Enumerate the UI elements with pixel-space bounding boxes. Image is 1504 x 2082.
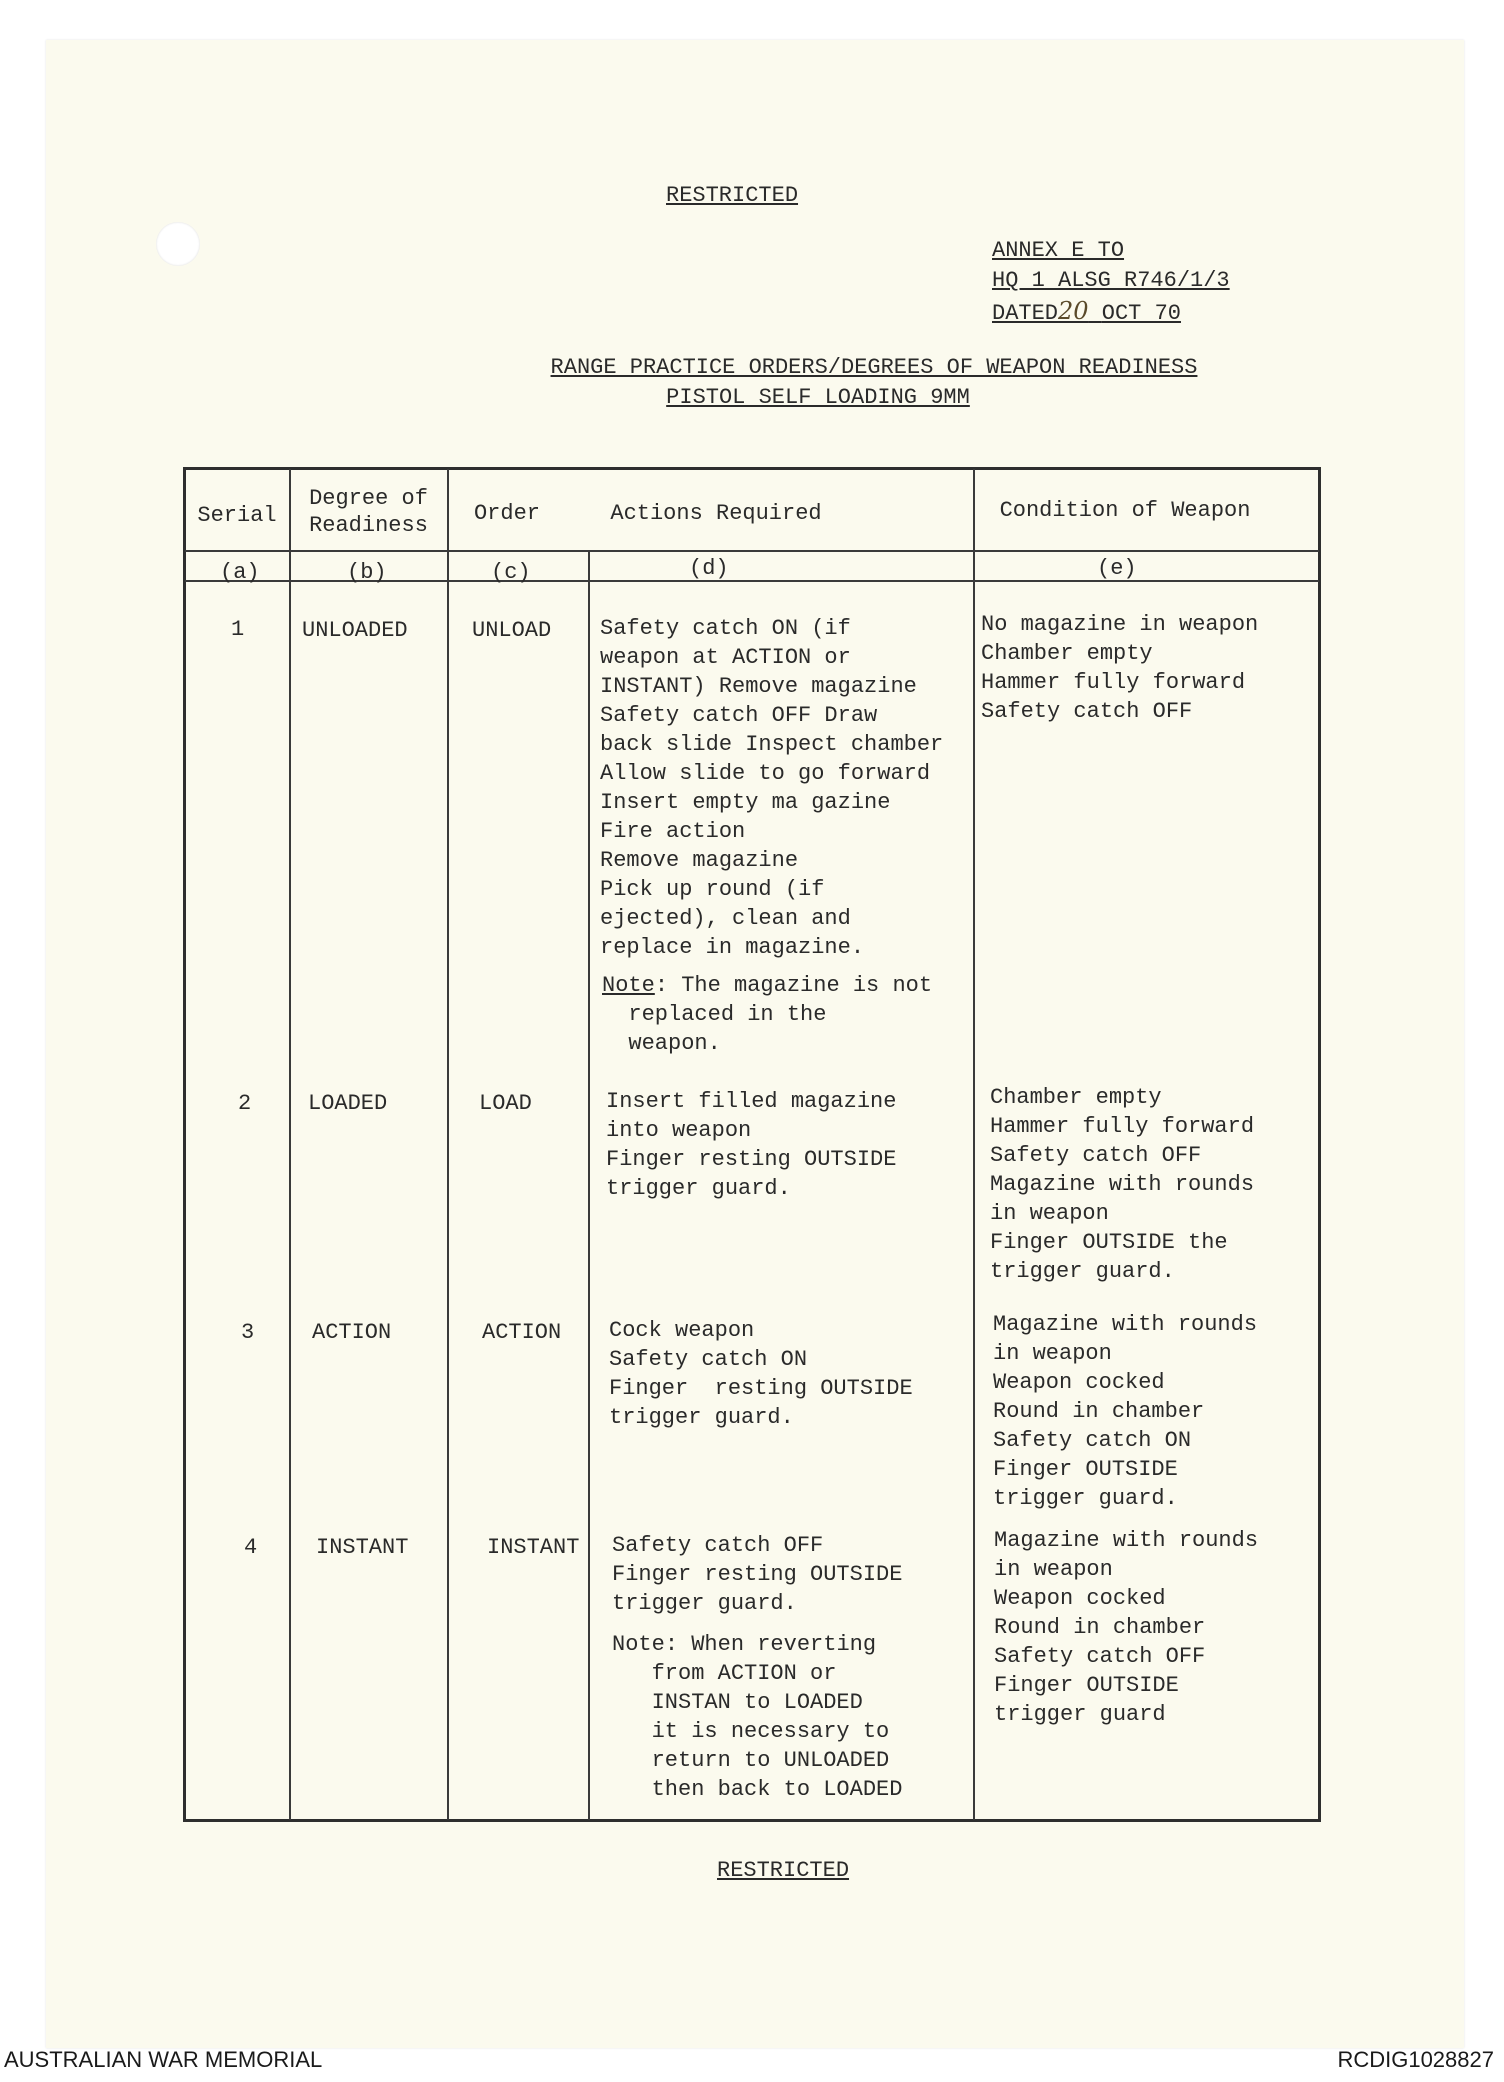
row-2-degree: LOADED bbox=[308, 1091, 388, 1116]
row-4-order: INSTANT bbox=[487, 1535, 580, 1560]
row-1-note bbox=[602, 971, 932, 1058]
header-order: Order bbox=[473, 501, 540, 526]
row-3-condition: Magazine with rounds in weapon Weapon cocked Round in chamber Safety catch ON Finger OUTSIDE trigger guard. bbox=[993, 1312, 1258, 1511]
row-3-degree: ACTION bbox=[312, 1320, 392, 1345]
column-divider-4 bbox=[973, 469, 975, 1820]
header-condition: Condition of Weapon bbox=[999, 498, 1251, 523]
row-2-serial: 2 bbox=[238, 1091, 252, 1116]
annex-line-1: ANNEX E TO bbox=[992, 238, 1125, 263]
column-divider-3 bbox=[588, 550, 590, 1820]
footer-record-id: RCDIG1028827 bbox=[1337, 2047, 1494, 2072]
column-letter-c: (c) bbox=[491, 560, 531, 585]
row-4-note-label: Note bbox=[612, 1632, 665, 1657]
row-4-serial: 4 bbox=[244, 1535, 258, 1560]
annex-dated-label: DATED bbox=[992, 301, 1059, 326]
header-degree: Degree of Readiness bbox=[309, 486, 428, 538]
punch-hole bbox=[156, 222, 200, 266]
annex-line-3 bbox=[992, 296, 1230, 329]
row-2-order: LOAD bbox=[479, 1091, 532, 1116]
row-4-condition: Magazine with rounds in weapon Weapon cocked Round in chamber Safety catch OFF Finger OUTSIDE trigger guard bbox=[994, 1528, 1259, 1727]
row-3-order: ACTION bbox=[482, 1320, 562, 1345]
column-letter-e: (e) bbox=[1097, 556, 1137, 581]
column-letter-b: (b) bbox=[347, 560, 387, 585]
column-divider-1 bbox=[289, 469, 291, 1820]
header-actions: Actions Required bbox=[610, 501, 822, 526]
row-1-serial: 1 bbox=[231, 617, 245, 642]
row-4-note-text: : When reverting from ACTION or INSTAN to LOADED it is necessary to return to UNLOADED then back to LOADED bbox=[651, 1632, 903, 1802]
annex-line-2: HQ 1 ALSG R746/1/3 bbox=[992, 268, 1230, 293]
column-divider-2 bbox=[447, 469, 449, 1820]
row-4-degree: INSTANT bbox=[316, 1535, 409, 1560]
classification-top: RESTRICTED bbox=[666, 183, 799, 208]
row-1-note-label: Note bbox=[602, 973, 655, 998]
annex-dated-month-year: OCT 70 bbox=[1101, 301, 1181, 326]
row-3-actions: Cock weapon Safety catch ON Finger resting OUTSIDE trigger guard. bbox=[609, 1318, 913, 1430]
row-1-order: UNLOAD bbox=[472, 618, 552, 643]
row-2-condition: Chamber empty Hammer fully forward Safety catch OFF Magazine with rounds in weapon Finger OUTSIDE the trigger guard. bbox=[990, 1085, 1255, 1284]
row-1-condition: No magazine in weapon Chamber empty Hammer fully forward Safety catch OFF bbox=[981, 612, 1259, 724]
column-letter-d: (d) bbox=[689, 556, 729, 581]
header-divider bbox=[185, 550, 1319, 552]
document-title-line-2: PISTOL SELF LOADING 9MM bbox=[666, 385, 970, 410]
row-1-degree: UNLOADED bbox=[302, 618, 408, 643]
row-4-note bbox=[612, 1630, 902, 1804]
row-4-actions: Safety catch OFF Finger resting OUTSIDE trigger guard. bbox=[612, 1533, 903, 1616]
row-2-actions: Insert filled magazine into weapon Finger resting OUTSIDE trigger guard. bbox=[606, 1089, 897, 1201]
classification-bottom: RESTRICTED bbox=[717, 1858, 850, 1883]
footer-institution: AUSTRALIAN WAR MEMORIAL bbox=[4, 2047, 323, 2072]
header-serial: Serial bbox=[197, 503, 277, 528]
annex-reference bbox=[992, 236, 1230, 329]
row-1-actions: Safety catch ON (if weapon at ACTION or INSTANT) Remove magazine Safety catch OFF Draw back slide Inspect chamber Allow slide to go forward Insert empty ma gazine Fire action Remove magazine Pick up round (if ejected), clean and replace in magazine. bbox=[600, 616, 944, 960]
handwritten-day: 20 bbox=[1058, 297, 1089, 325]
document-title-line-1: RANGE PRACTICE ORDERS/DEGREES OF WEAPON READINESS bbox=[550, 355, 1198, 380]
row-1-note-text: : The magazine is not replaced in the weapon. bbox=[628, 973, 933, 1056]
column-letter-a: (a) bbox=[220, 560, 260, 585]
row-3-serial: 3 bbox=[241, 1320, 255, 1345]
